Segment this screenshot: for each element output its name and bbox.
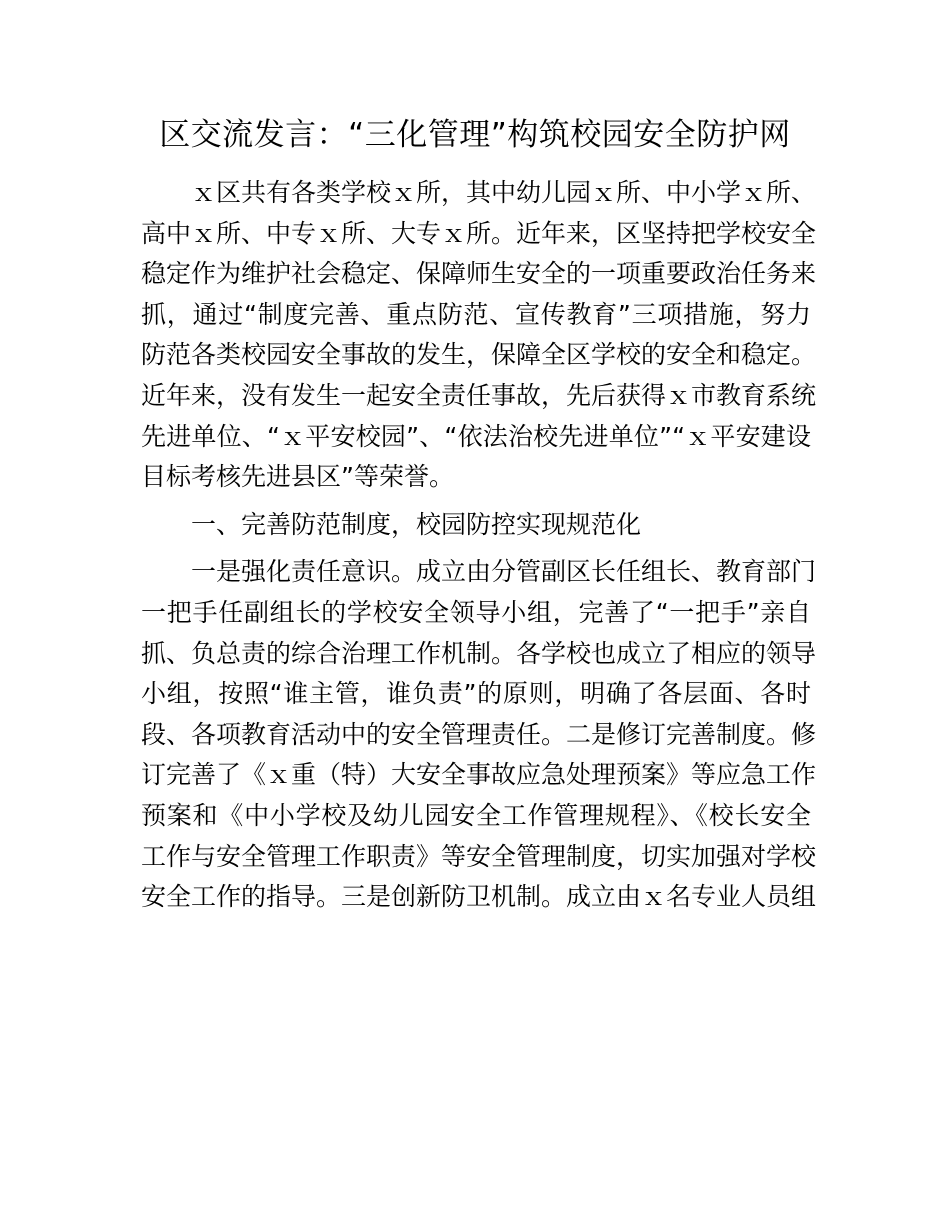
text-line: 工作与安全管理工作职责》等安全管理制度，切实加强对学校: [141, 841, 817, 871]
text-line: 抓，通过“制度完善、重点防范、宣传教育”三项措施，努力: [141, 299, 811, 329]
text-line: 安全工作的指导。三是创新防卫机制。成立由ｘ名专业人员组: [141, 882, 817, 912]
text-line: 抓、负总责的综合治理工作机制。各学校也成立了相应的领导: [141, 638, 817, 668]
text-line: 段、各项教育活动中的安全管理责任。二是修订完善制度。修: [141, 719, 817, 749]
text-line: 小组，按照“谁主管，谁负责”的原则，明确了各层面、各时: [141, 679, 811, 709]
paragraph-measures: [141, 552, 817, 917]
text-line: 高中ｘ所、中专ｘ所、大专ｘ所。近年来，区坚持把学校安全: [141, 218, 817, 248]
text-line: 近年来，没有发生一起安全责任事故，先后获得ｘ市教育系统: [141, 380, 817, 410]
text-line: 防范各类校园安全事故的发生，保障全区学校的安全和稳定。: [141, 340, 817, 370]
text-line: 目标考核先进县区”等荣誉。: [141, 462, 454, 492]
text-line: 一把手任副组长的学校安全领导小组，完善了“一把手”亲自: [141, 597, 811, 627]
section-heading-text: 一、完善防范制度，校园防控实现规范化: [191, 509, 642, 539]
document-title: 区交流发言：“三化管理”构筑校园安全防护网: [159, 117, 791, 153]
paragraph-intro: [141, 173, 817, 498]
text-line: 稳定作为维护社会稳定、保障师生安全的一项重要政治任务来: [141, 259, 817, 289]
section-heading: [141, 505, 811, 546]
text-line: 订完善了《ｘ重（特）大安全事故应急处理预案》等应急工作: [141, 760, 817, 790]
document-body: [141, 173, 817, 918]
text-line: ｘ区共有各类学校ｘ所，其中幼儿园ｘ所、中小学ｘ所、: [191, 178, 817, 207]
text-line: 预案和《中小学校及幼儿园安全工作管理规程》、《校长安全: [141, 800, 811, 830]
text-line: 一是强化责任意识。成立由分管副区长任组长、教育部门: [191, 557, 817, 587]
text-line: 先进单位、“ｘ平安校园”、“依法治校先进单位”“ｘ平安建设: [141, 421, 811, 451]
